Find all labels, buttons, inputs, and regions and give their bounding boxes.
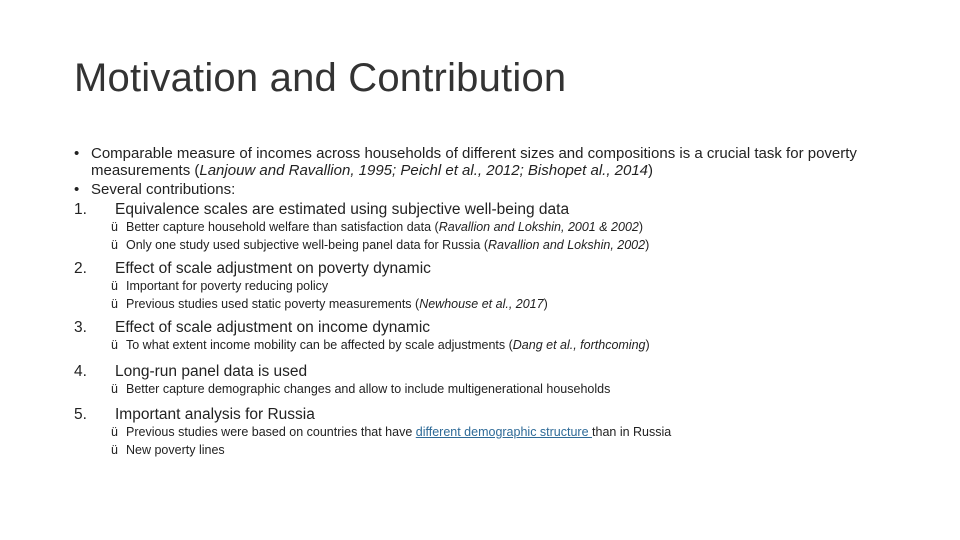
sub-item (74, 219, 894, 237)
numbered-item (74, 319, 894, 337)
check-icon: ü (111, 381, 118, 396)
citation: Ravallion and Lokshin, 2002 (488, 237, 646, 252)
item-number: 5. (74, 406, 87, 423)
bullet-icon: • (74, 145, 80, 162)
sub-item (74, 237, 894, 255)
sub-text-end: ) (638, 220, 644, 234)
numbered-item (74, 406, 894, 424)
sub-item (74, 278, 894, 296)
bullet-icon: • (74, 181, 80, 198)
sub-text: Better capture household welfare than satisfaction data ( (126, 220, 439, 234)
item-text: Effect of scale adjustment on poverty dynamic (115, 260, 431, 277)
item-text: Important analysis for Russia (115, 406, 315, 423)
sub-text-end: ) (543, 296, 548, 311)
numbered-item (74, 201, 894, 219)
sub-item (74, 381, 894, 399)
sub-text: New poverty lines (126, 442, 225, 457)
sub-text: Better capture demographic changes and allow to include multigenerational households (126, 381, 611, 396)
item-text: Long-run panel data is used (115, 362, 308, 380)
bullet-item (74, 145, 894, 179)
citation: Dang et al., forthcoming (512, 338, 646, 352)
check-icon: ü (111, 220, 118, 234)
bullet-text-end: ) (648, 162, 654, 179)
item-text: Effect of scale adjustment on income dynamic (115, 319, 431, 336)
check-icon: ü (111, 279, 118, 293)
bullet-text: Comparable measure of incomes across households of different sizes and compositions is a crucial task for poverty measurements ( (91, 145, 857, 179)
check-icon: ü (111, 442, 118, 457)
sub-text-end: ) (645, 237, 650, 252)
bullet-text: Several contributions: (91, 181, 236, 198)
item-text: Equivalence scales are estimated using subjective well-being data (115, 201, 570, 218)
check-icon: ü (111, 296, 118, 311)
sub-text: Only one study used subjective well-being panel data for Russia ( (126, 237, 489, 252)
sub-text: Previous studies used static poverty measurements ( (126, 296, 420, 311)
sub-item (74, 296, 894, 314)
slide-body (74, 145, 894, 459)
sub-text: Important for poverty reducing policy (126, 279, 329, 293)
citation: Lanjouw and Ravallion, 1995; Peichl et al., 2012; Bishopet al., 2014 (199, 162, 649, 179)
item-number: 2. (74, 260, 87, 277)
sub-item (74, 424, 894, 442)
sub-item (74, 442, 894, 460)
check-icon: ü (111, 338, 118, 352)
item-number: 1. (74, 201, 87, 218)
slide-title: Motivation and Contribution (74, 56, 567, 100)
item-number: 3. (74, 319, 87, 336)
numbered-item (74, 260, 894, 278)
sub-text-end: ) (645, 338, 650, 352)
check-icon: ü (111, 237, 118, 252)
item-number: 4. (74, 362, 87, 380)
demographic-structure-link[interactable]: different demographic structure (415, 425, 593, 439)
bullet-item (74, 181, 894, 198)
sub-text: Previous studies were based on countries that have (126, 425, 416, 439)
citation: Newhouse et al., 2017 (419, 296, 544, 311)
numbered-item (74, 363, 894, 381)
sub-text-end: than in Russia (592, 425, 672, 439)
sub-item (74, 337, 894, 355)
check-icon: ü (111, 425, 118, 439)
citation: Ravallion and Lokshin, 2001 & 2002 (438, 220, 639, 234)
sub-text: To what extent income mobility can be affected by scale adjustments ( (126, 338, 513, 352)
